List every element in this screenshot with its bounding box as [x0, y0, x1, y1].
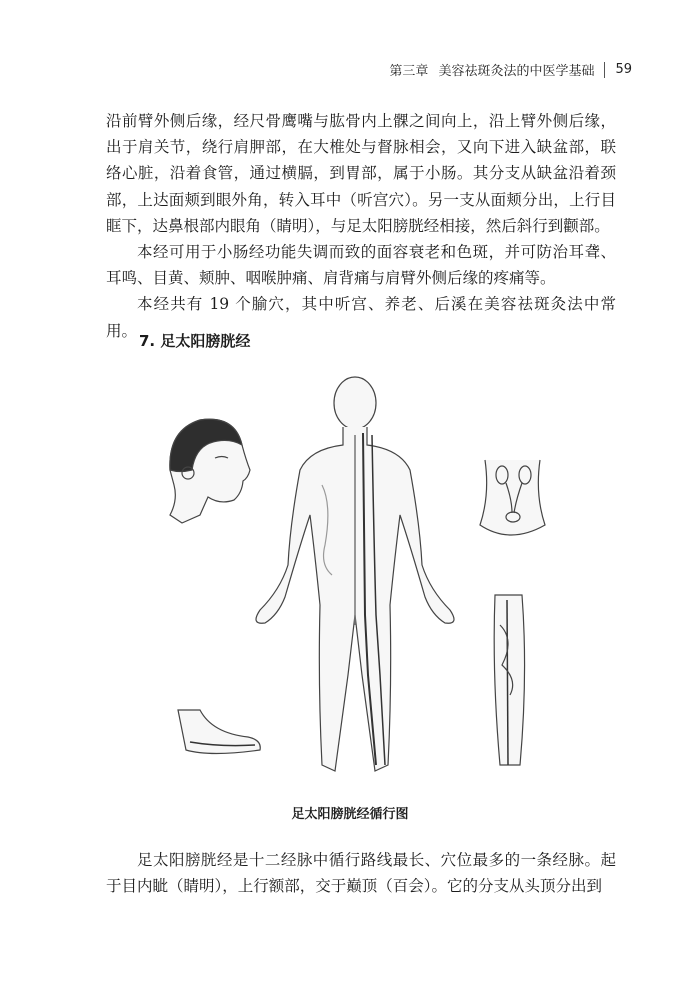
leg-inset-illustration: [494, 595, 524, 765]
body-back-illustration: [256, 377, 454, 771]
chapter-title: 美容祛斑灸法的中医学基础: [438, 64, 595, 79]
head-profile-illustration: [170, 419, 250, 523]
page-number: 59: [615, 62, 632, 77]
foot-illustration: [178, 710, 260, 754]
paragraph: 本经共有 19 个腧穴，其中听宫、养老、后溪在美容祛斑灸法中常用。: [106, 295, 616, 340]
abdomen-inset-illustration: [480, 460, 545, 535]
bottom-text-block: [106, 847, 616, 899]
chapter-label: 第三章: [389, 64, 429, 79]
header-divider: [604, 62, 605, 78]
meridian-illustration: [150, 375, 570, 795]
running-head: [389, 60, 632, 79]
top-text-block: [106, 108, 616, 344]
section-heading: 7. 足太阳膀胱经: [139, 332, 251, 350]
paragraph: 足太阳膀胱经是十二经脉中循行路线最长、穴位最多的一条经脉。起于目内眦（睛明），上行额部，交于巅顶（百会）。它的分支从头顶分出到: [106, 851, 616, 896]
paragraph: 本经可用于小肠经功能失调而致的面容衰老和色斑，并可防治耳聋、耳鸣、目黄、颊肿、咽喉肿痛、肩背痛与肩臂外侧后缘的疼痛等。: [106, 243, 616, 288]
meridian-figure: [150, 375, 570, 795]
figure-caption: 足太阳膀胱经循行图: [291, 807, 409, 822]
paragraph: 沿前臂外侧后缘，经尺骨鹰嘴与肱骨内上髁之间向上，沿上臂外侧后缘，出于肩关节，绕行肩胛部，在大椎处与督脉相会，又向下进入缺盆部，联络心脏，沿着食管，通过横膈，到胃部，属于小肠。其分支从缺盆沿着颈部，上达面颊到眼外角，转入耳中（听宫穴）。另一支从面颊分出，上行目眶下，达鼻根部内眼角（睛明），与足太阳膀胱经相接，然后斜行到颧部。: [106, 112, 616, 235]
